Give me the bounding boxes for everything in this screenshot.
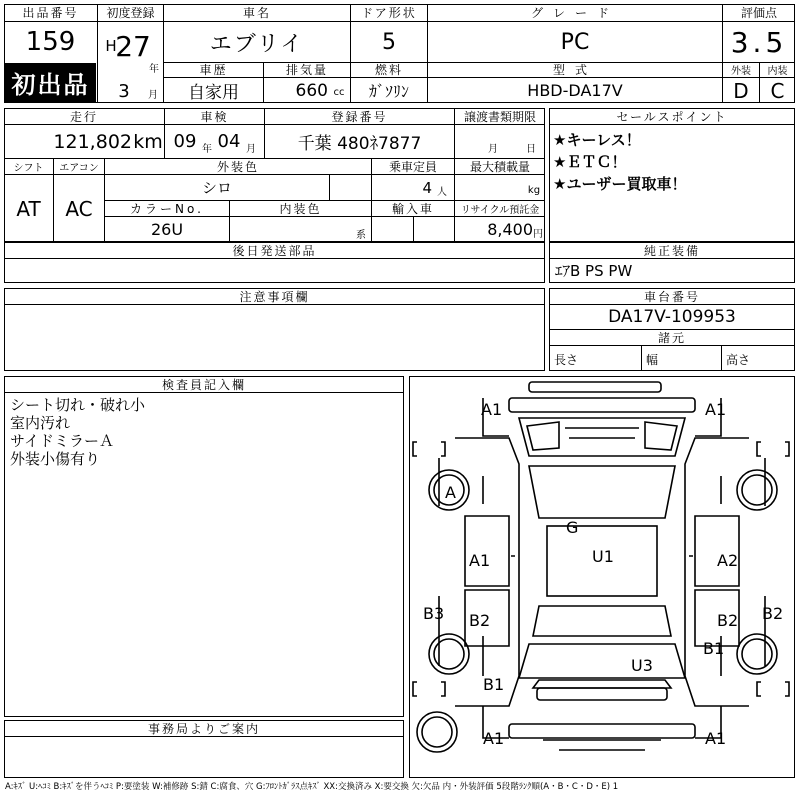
damage-mark-b2-left-rear: B2	[469, 611, 491, 630]
model-value: HBD-DA17V	[527, 81, 623, 100]
legend-text: A:ｷｽﾞ U:ﾍｺﾐ B:ｷｽﾞを伴うﾍｺﾐ P:要塗装 W:補修跡 S:錆 C:腐食、穴 G:ﾌﾛﾝﾄｶﾞﾗｽ点ｷｽﾞ XX:交換済み X:要交換 欠:欠品 内・外装評価 5段階ﾗﾝｸ順(A・B・C・D・E) 1	[5, 782, 619, 792]
damage-mark-a1-bottom-right: A1	[705, 729, 727, 748]
interior-score-value: C	[770, 78, 785, 103]
inspection-year: 09	[173, 131, 197, 152]
displacement-value: 660	[295, 80, 328, 101]
equipment-label: 純正装備	[643, 243, 700, 258]
sales-point-3: ★ユーザー買取車！	[553, 175, 687, 193]
inspector-line-2: 室内汚れ	[10, 414, 71, 432]
damage-mark-u1-roof: U1	[592, 547, 614, 566]
dims-label: 諸元	[657, 330, 686, 345]
doors-label: ドア形状	[361, 6, 417, 20]
score-label: 評価点	[740, 6, 777, 20]
height-label: 高さ	[726, 353, 751, 367]
first-reg-month-unit: 月	[148, 89, 158, 101]
chassis-value: DA17V-109953	[608, 307, 736, 327]
transfer-label: 譲渡書類期限	[463, 109, 536, 124]
damage-mark-a2-right-door: A2	[717, 551, 739, 570]
color-no-label: カラーNo.	[130, 201, 204, 216]
import-label: 輸入車	[391, 201, 434, 216]
shift-label: シフト	[13, 162, 44, 174]
inspection-year-unit: 年	[202, 143, 212, 155]
history-label: 車歴	[199, 63, 228, 77]
max-load-unit: kg	[527, 184, 541, 196]
sales-point-2: ★ＥＴＣ！	[553, 153, 627, 171]
recycle-unit: 円	[533, 228, 543, 240]
interior-color-unit: 系	[356, 229, 366, 241]
inspection-label: 車検	[200, 109, 229, 124]
damage-mark-a1-bottom-left: A1	[483, 729, 505, 748]
inspector-line-1: シート切れ・破れ小	[10, 396, 146, 414]
color-no-value: 26U	[150, 220, 184, 239]
mileage-value: 121,802	[53, 130, 132, 153]
first-reg-year-unit: 年	[149, 63, 159, 75]
plate-label: 登録番号	[331, 109, 388, 124]
car-name-label: 車名	[242, 6, 271, 20]
shift-value: AT	[16, 196, 41, 221]
mileage-unit: km	[133, 130, 163, 153]
damage-mark-g-windshield: G	[566, 518, 579, 537]
fuel-label: 燃料	[374, 63, 403, 77]
displacement-unit: cc	[333, 86, 345, 98]
inspector-label: 検査員記入欄	[161, 377, 246, 392]
width-label: 幅	[646, 353, 659, 367]
aircon-value: AC	[65, 196, 93, 221]
exterior-color-value: シロ	[201, 179, 232, 197]
max-load-label: 最大積載量	[469, 159, 530, 174]
interior-color-label: 内装色	[279, 201, 322, 216]
damage-mark-a-left-wheel: A	[445, 483, 456, 502]
interior-score-label: 内装	[767, 66, 788, 77]
sales-points-label: セールスポイント	[616, 109, 728, 124]
capacity-unit: 人	[437, 186, 447, 198]
damage-mark-u3-rear: U3	[631, 656, 653, 675]
grade-value: PC	[560, 29, 590, 55]
first-reg-month: 3	[118, 80, 130, 102]
displacement-label: 排気量	[285, 63, 328, 77]
inspection-month: 04	[217, 131, 241, 152]
history-value: 自家用	[188, 83, 239, 103]
inspection-month-unit: 月	[246, 143, 256, 155]
lot-number: 159	[25, 27, 76, 57]
aircon-label: エアコン	[59, 162, 99, 174]
later-parts-label: 後日発送部品	[232, 243, 317, 258]
damage-mark-b2-right-side: B2	[762, 604, 784, 623]
capacity-label: 乗車定員	[388, 159, 437, 174]
first-reg-label: 初度登録	[106, 6, 155, 20]
chassis-label: 車台番号	[643, 289, 700, 304]
damage-mark-b2-right-rear: B2	[717, 611, 739, 630]
damage-mark-b1-left-bottom: B1	[483, 675, 505, 694]
recycle-value: 8,400	[487, 220, 533, 239]
exterior-color-label: 外装色	[216, 159, 259, 174]
damage-mark-a1-top-right: A1	[705, 400, 727, 419]
sales-point-1: ★キーレス！	[553, 131, 641, 149]
vehicle-diagram	[409, 376, 795, 778]
plate-value: 千葉 480ﾈ7877	[297, 134, 422, 154]
damage-mark-a1-left-door: A1	[469, 551, 491, 570]
notes-label: 注意事項欄	[239, 289, 310, 304]
doors-value: 5	[382, 29, 396, 55]
model-label: 型式	[552, 63, 597, 77]
first-reg-year: 27	[115, 29, 151, 63]
damage-mark-b3-left-side: B3	[423, 604, 445, 623]
damage-mark-b1-right-wheel: B1	[703, 639, 725, 658]
damage-mark-a1-top-left: A1	[481, 400, 503, 419]
grade-label: グレード	[530, 6, 619, 20]
lot-label: 出品番号	[22, 6, 79, 20]
first-listing-badge: 初出品	[5, 63, 96, 102]
equipment-value: ｴｱB PS PW	[555, 262, 633, 280]
transfer-month-unit: 月	[488, 143, 498, 155]
score-value: 3.5	[730, 25, 788, 59]
recycle-label: リサイクル預託金	[460, 204, 540, 216]
capacity-value: 4	[422, 178, 432, 197]
inspector-line-4: 外装小傷有り	[10, 450, 101, 468]
length-label: 長さ	[554, 353, 579, 367]
exterior-score-label: 外装	[731, 66, 751, 77]
inspector-line-3: サイドミラーＡ	[10, 432, 114, 450]
car-name-value: エブリイ	[209, 31, 305, 57]
office-label: 事務局よりご案内	[147, 721, 260, 736]
mileage-label: 走行	[69, 109, 98, 124]
fuel-value: ｶﾞｿﾘﾝ	[368, 82, 409, 101]
first-reg-era: H	[105, 37, 117, 55]
transfer-day-unit: 日	[526, 143, 536, 155]
exterior-score-value: D	[733, 78, 749, 103]
